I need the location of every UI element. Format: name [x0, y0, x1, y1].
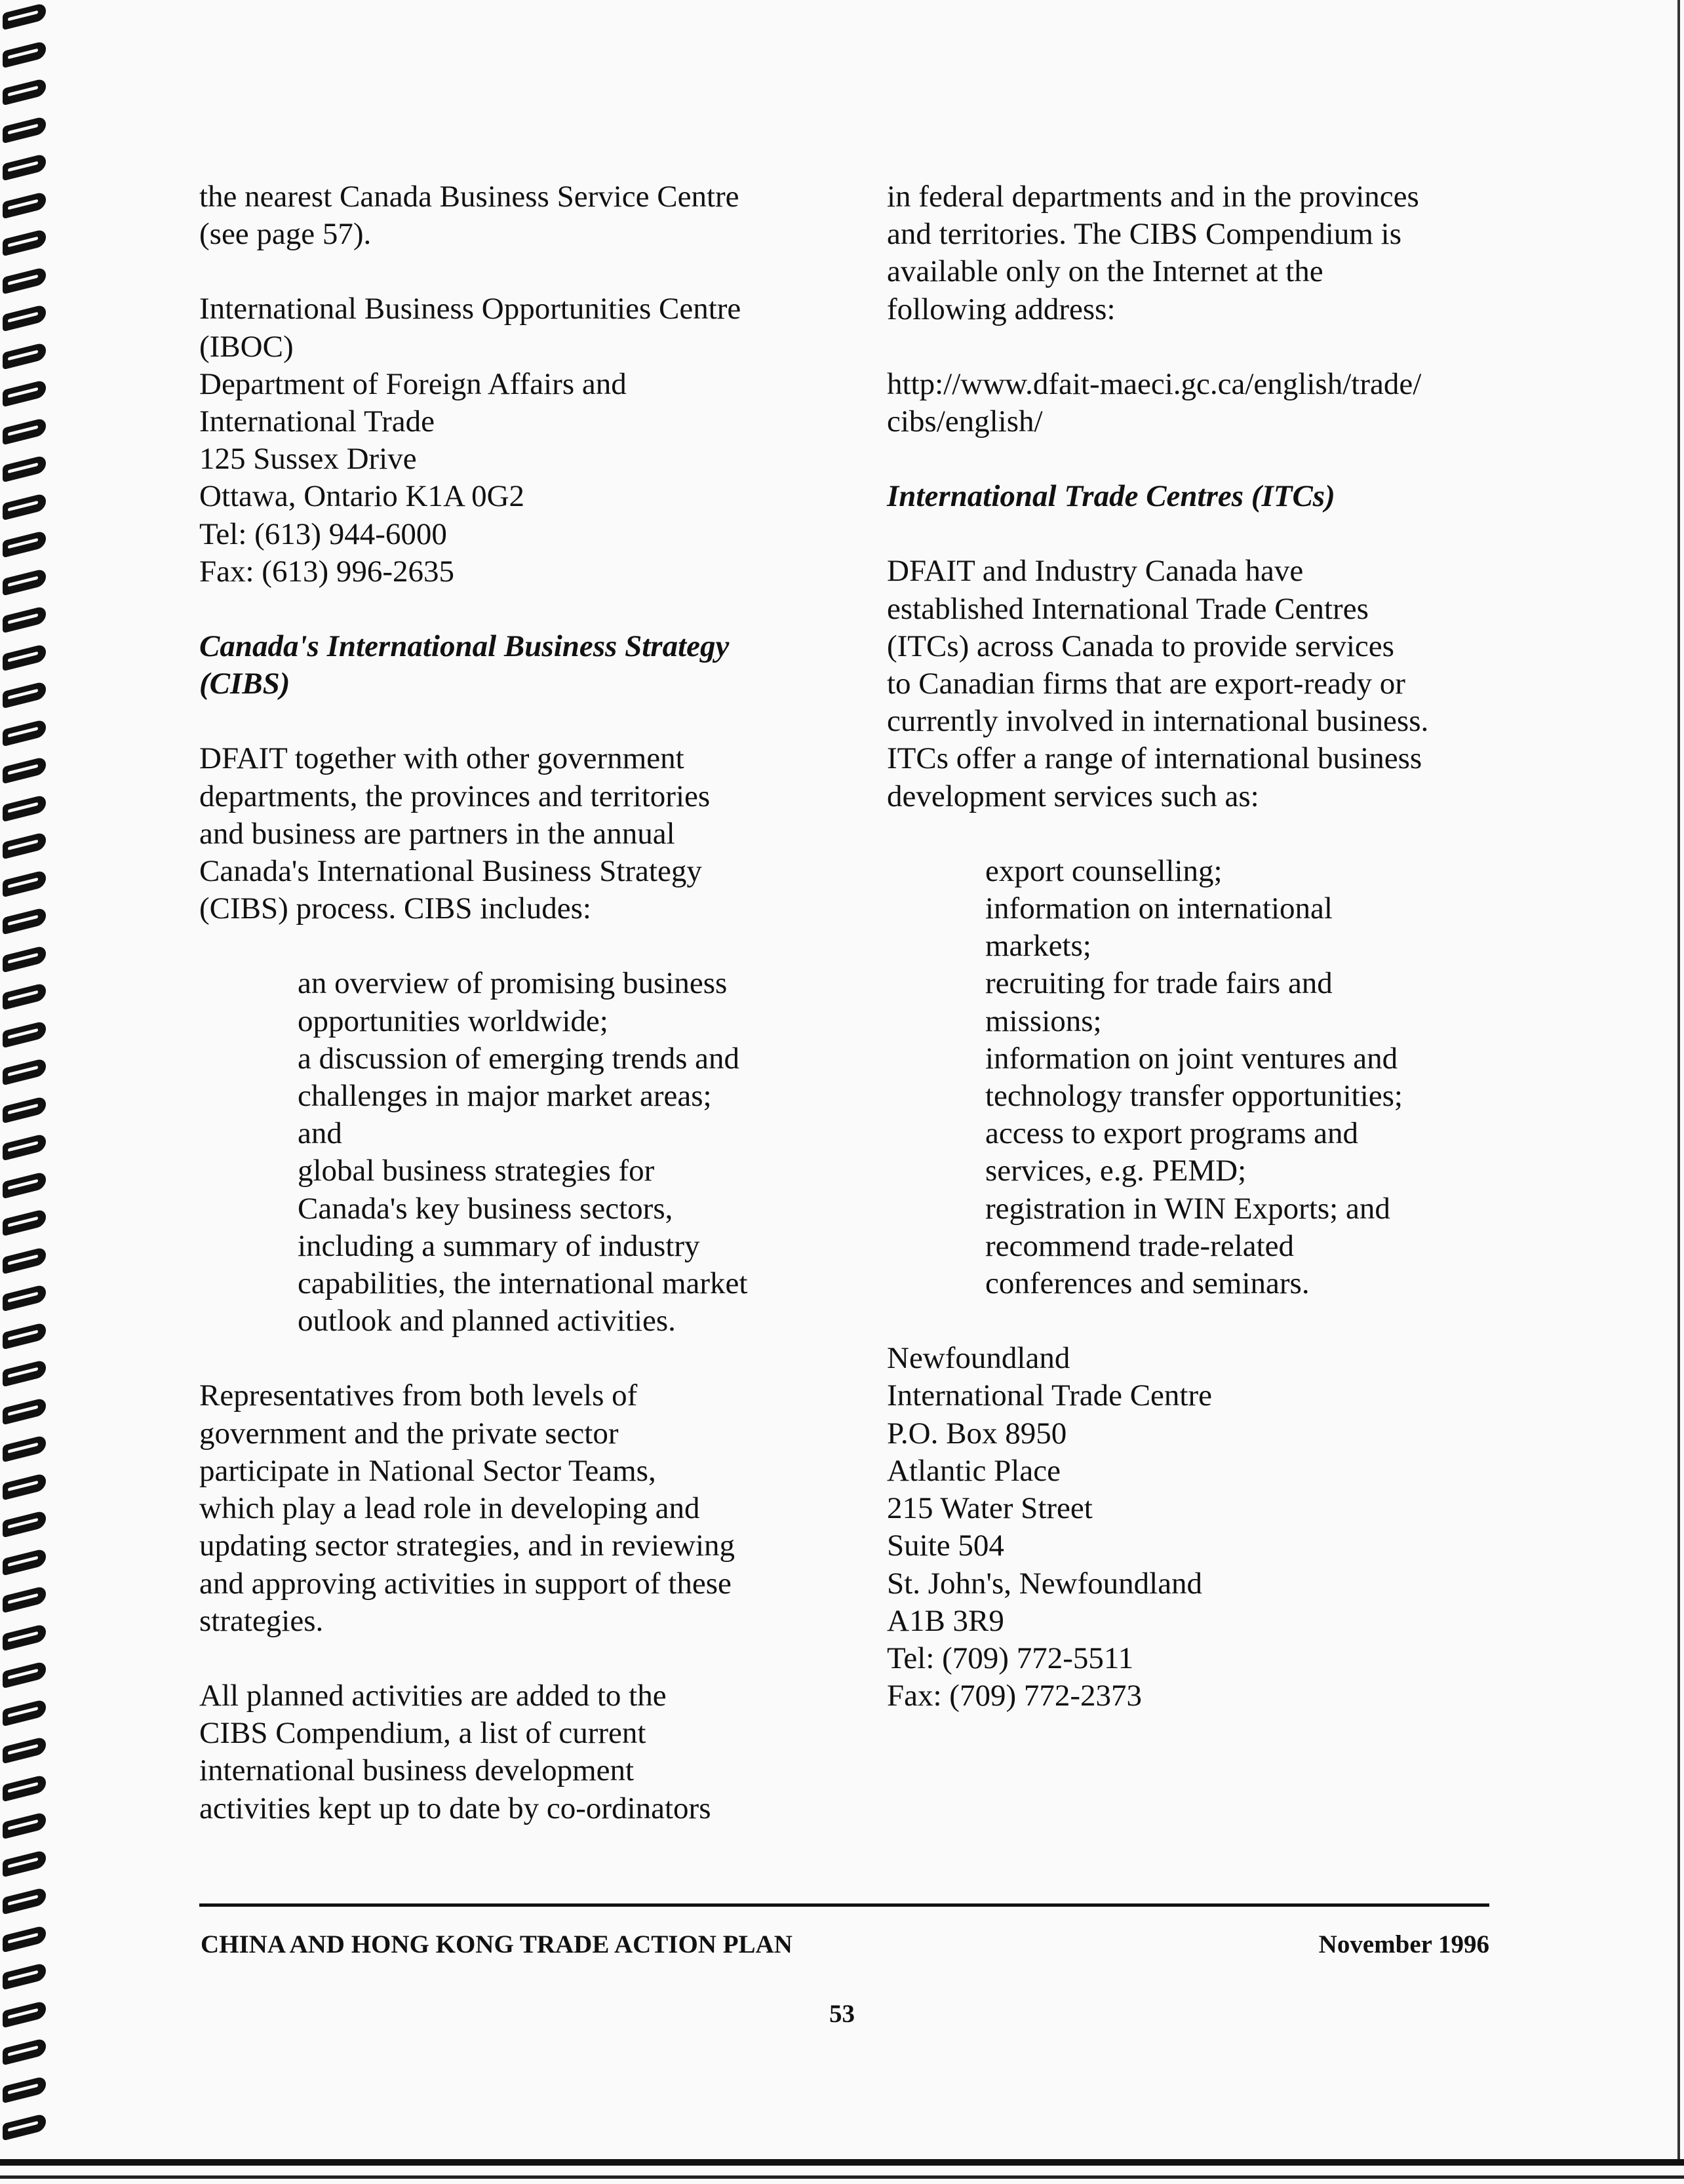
spiral-binding [0, 0, 52, 2137]
footer-date: November 1996 [1318, 1930, 1489, 1959]
paragraph-service-centre: the nearest Canada Business Service Centre (see page 57). [199, 180, 739, 252]
itc-intro: DFAIT and Industry Canada have established International Trade Centres (ITCs) across Canada to provide services to Canadian firms that are export-ready or currently involved in international business. ITCs offer a range of international business development services such as: [887, 554, 1429, 813]
cibs-intro: DFAIT together with other government departments, the provinces and territories and business are partners in the annual Canada's International Business Strategy (CIBS) process. CIBS includes: [199, 741, 711, 926]
spiral-ring [3, 1359, 46, 1387]
spiral-ring [3, 304, 46, 332]
spiral-ring [3, 191, 46, 218]
spiral-ring [3, 1472, 46, 1500]
spiral-ring [3, 1661, 46, 1688]
spiral-ring [3, 1095, 46, 1123]
spiral-ring [3, 1698, 46, 1726]
spiral-ring [3, 40, 46, 68]
spiral-ring [3, 1246, 46, 1274]
newfoundland-address: Newfoundland International Trade Centre P.O. Box 8950 Atlantic Place 215 Water Street Suite 504 St. John's, Newfoundland A1B 3R9 Tel: (709) 772-5511 Fax: (709) 772-2373 [887, 1341, 1212, 1713]
spiral-ring [3, 2038, 46, 2065]
footer-title: CHINA AND HONG KONG TRADE ACTION PLAN [201, 1930, 793, 1959]
spiral-ring [3, 1435, 46, 1462]
planned-activities-paragraph: All planned activities are added to the CIBS Compendium, a list of current international business development activities kept up to date by co-ordinators [199, 1678, 711, 1825]
spiral-ring [3, 681, 46, 709]
page-edge-right [1677, 0, 1680, 2163]
spiral-ring [3, 1623, 46, 1650]
spiral-ring [3, 568, 46, 595]
spiral-ring [3, 266, 46, 294]
spiral-ring [3, 1133, 46, 1161]
spiral-ring [3, 417, 46, 444]
spiral-ring [3, 1774, 46, 1801]
spiral-ring [3, 1812, 46, 1839]
spiral-ring [3, 1924, 46, 1952]
spiral-ring [3, 3, 46, 30]
spiral-ring [3, 794, 46, 821]
spiral-ring [3, 1171, 46, 1198]
cibs-url: http://www.dfait-maeci.gc.ca/english/trade/ cibs/english/ [887, 366, 1422, 439]
spiral-ring [3, 1284, 46, 1312]
cibs-list: an overview of promising business opportunities worldwide; a discussion of emerging trends and challenges in major market areas; and global business strategies for Canada's key business sectors, including a summary of industry capabilities, the international market outlook and planned activities. [298, 966, 748, 1338]
representatives-paragraph: Representatives from both levels of government and the private sector participate in National Sector Teams, which play a lead role in developing and updating sector strategies, and in reviewing and approving activities in support of these strategies. [199, 1378, 735, 1638]
spiral-ring [3, 115, 46, 143]
left-column [199, 178, 815, 1827]
spiral-ring [3, 1586, 46, 1613]
spiral-ring [3, 1736, 46, 1764]
page-edge-bottom-outer [0, 2175, 1684, 2179]
footer-rule [199, 1903, 1489, 1907]
itc-heading: International Trade Centres (ITCs) [887, 479, 1335, 514]
page-edge-bottom [0, 2159, 1684, 2166]
spiral-ring [3, 945, 46, 972]
spiral-ring [3, 1321, 46, 1349]
spiral-ring [3, 492, 46, 520]
spiral-ring [3, 1510, 46, 1538]
spiral-ring [3, 153, 46, 181]
spiral-ring [3, 1058, 46, 1085]
spiral-ring [3, 2075, 46, 2103]
spiral-ring [3, 341, 46, 369]
spiral-ring [3, 1849, 46, 1877]
spiral-ring [3, 455, 46, 482]
spiral-ring [3, 1962, 46, 1990]
spiral-ring [3, 718, 46, 746]
iboc-address: International Business Opportunities Centre (IBOC) Department of Foreign Affairs and International Trade 125 Sussex Drive Ottawa, Ontario K1A 0G2 Tel: (613) 944-6000 Fax: (613) 996-2635 [199, 292, 741, 589]
right-column [887, 178, 1516, 1715]
spiral-ring [3, 1548, 46, 1575]
cibs-heading: Canada's International Business Strategy (CIBS) [199, 629, 730, 701]
spiral-ring [3, 380, 46, 407]
spiral-ring [3, 530, 46, 558]
spiral-ring [3, 643, 46, 671]
spiral-ring [3, 606, 46, 633]
spiral-ring [3, 832, 46, 859]
spiral-ring [3, 1020, 46, 1047]
itc-services-list: export counselling; information on international markets; recruiting for trade fairs and missions; information on joint ventures and technology transfer opportunities; access to export programs and services, e.g. PEMD; registration in WIN Exports; and recommend trade-related conferences and seminars. [985, 853, 1403, 1301]
spiral-ring [3, 756, 46, 784]
continuation-paragraph: in federal departments and in the provinces and territories. The CIBS Compendium is available only on the Internet at the following address: [887, 180, 1419, 326]
spiral-ring [3, 1209, 46, 1236]
page-number: 53 [829, 2000, 855, 2028]
spiral-ring [3, 907, 46, 935]
spiral-ring [3, 1887, 46, 1915]
spiral-ring [3, 869, 46, 897]
spiral-ring [3, 2113, 46, 2141]
spiral-ring [3, 983, 46, 1010]
spiral-ring [3, 78, 46, 106]
spiral-ring [3, 229, 46, 256]
spiral-ring [3, 1397, 46, 1424]
